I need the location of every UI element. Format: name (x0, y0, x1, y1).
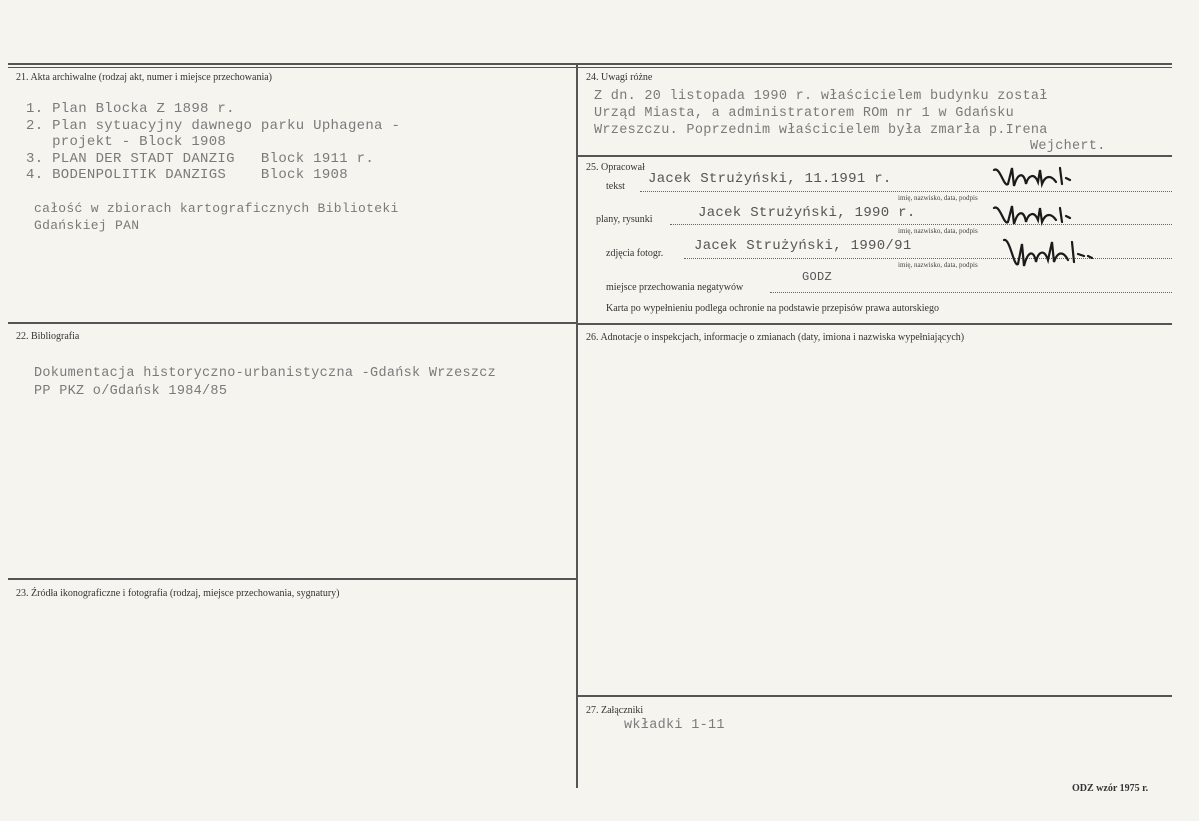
rule-25-26 (578, 323, 1172, 325)
top-rule-thin (8, 67, 1172, 68)
column-divider (576, 63, 578, 788)
remarks-line-3: Wrzeszczu. Poprzednim właścicielem była zmarła p.Irena (594, 123, 1048, 138)
section-21-heading: 21. Akta archiwalne (rodzaj akt, numer i miejsce przechowania) (16, 72, 273, 83)
archive-note-line-2: Gdańskiej PAN (34, 218, 140, 233)
drawings-author-line (670, 224, 1172, 225)
rule-26-27 (578, 695, 1172, 697)
section-27-heading: 27. Załączniki (586, 705, 644, 716)
archive-item-4: 4. BODENPOLITIK DANZIGS Block 1908 (26, 167, 348, 183)
section-24-heading: 24. Uwagi różne (586, 72, 653, 83)
remarks-line-2: Urząd Miasta, a administratorem ROm nr 1 w Gdańsku (594, 106, 1015, 121)
archive-note-line-1: całość w zbiorach kartograficznych Biblioteki (34, 201, 399, 216)
top-rule (8, 63, 1172, 65)
rule-22-23 (8, 578, 576, 580)
drawings-author-value: Jacek Strużyński, 1990 r. (698, 205, 916, 221)
photos-author-label: zdjęcia fotogr. (606, 248, 664, 259)
archive-item-1: 1. Plan Blocka Z 1898 r. (26, 101, 235, 117)
text-author-caption: imię, nazwisko, data, podpis (898, 194, 978, 202)
bibliography-line-1: Dokumentacja historyczno-urbanistyczna -Gdańsk Wrzeszcz (34, 366, 497, 381)
attachments-value: wkładki 1-11 (624, 718, 725, 733)
drawings-author-caption: imię, nazwisko, data, podpis (898, 227, 978, 235)
remarks-line-1: Z dn. 20 listopada 1990 r. właścicielem budynku został (594, 89, 1048, 104)
bibliography-line-2: PP PKZ o/Gdańsk 1984/85 (34, 384, 228, 399)
section-25-heading: 25. Opracował (586, 162, 645, 173)
section-22-heading: 22. Bibliografia (16, 331, 80, 342)
copyright-notice: Karta po wypełnieniu podlega ochronie na podstawie przepisów prawa autorskiego (606, 303, 939, 314)
form-version-mark: ODZ wzór 1975 r. (1072, 783, 1149, 794)
rule-21-22 (8, 322, 576, 324)
archive-item-2: 2. Plan sytuacyjny dawnego parku Uphagena - (26, 118, 401, 134)
text-author-label: tekst (606, 181, 625, 192)
archive-item-3: 3. PLAN DER STADT DANZIG Block 1911 r. (26, 151, 375, 167)
section-26-heading: 26. Adnotacje o inspekcjach, informacje o zmianach (daty, imiona i nazwiska wypełniających) (586, 332, 965, 343)
photos-author-value: Jacek Strużyński, 1990/91 (694, 238, 912, 254)
remarks-line-4: Wejchert. (1030, 139, 1106, 154)
signature-photos (1000, 234, 1100, 274)
drawings-author-label: plany, rysunki (596, 214, 653, 225)
photos-author-caption: imię, nazwisko, data, podpis (898, 261, 978, 269)
negatives-location-value: GODZ (802, 270, 833, 284)
section-23-heading: 23. Źródła ikonograficzne i fotografia (rodzaj, miejsce przechowania, sygnatury) (16, 588, 340, 599)
negatives-location-line (770, 292, 1172, 293)
text-author-value: Jacek Strużyński, 11.1991 r. (648, 171, 892, 187)
text-author-line (640, 191, 1172, 192)
signature-text (990, 162, 1080, 194)
negatives-location-label: miejsce przechowania negatywów (606, 282, 744, 293)
signature-drawings (990, 198, 1080, 230)
archive-item-2-cont: projekt - Block 1908 (26, 134, 227, 150)
rule-24-25 (578, 155, 1172, 157)
